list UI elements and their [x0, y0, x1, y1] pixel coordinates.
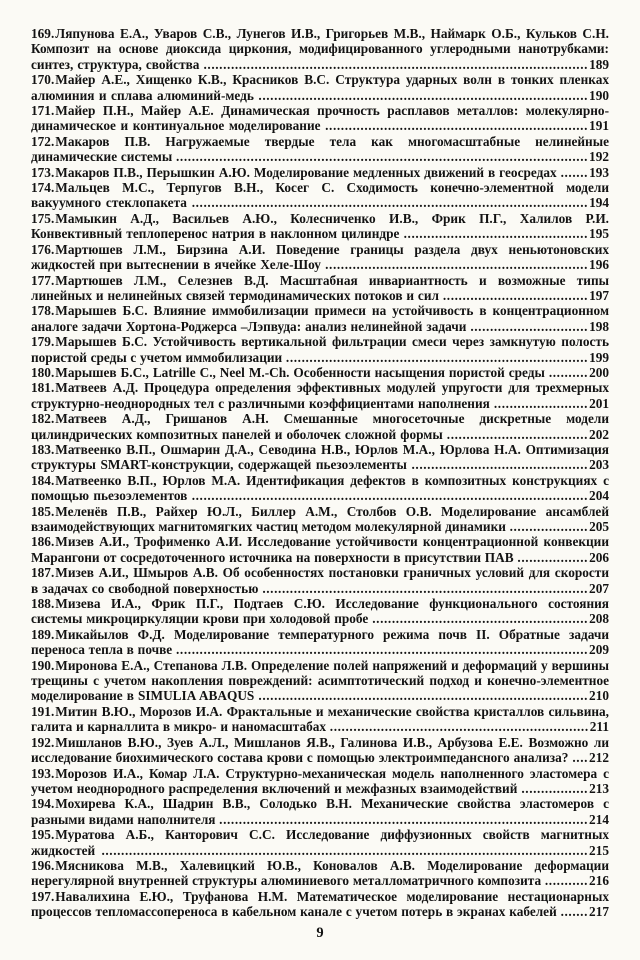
dot-leader: ..............................: [470, 318, 589, 334]
toc-entry: [31, 658, 609, 704]
entry-text: Митин В.Ю., Морозов И.А. Фрактальные и механические свойства кристаллов сильвина, галита и карналлита в микро- и наномасштабах: [31, 703, 609, 735]
entry-page-number: 189: [589, 56, 610, 72]
toc-entry: [31, 26, 609, 72]
entry-page-number: 195: [589, 226, 609, 242]
entry-text: Мальцев М.С., Терпугов В.Н., Косег С. Сходимость конечно-элементной модели вакуумного стеклопакета: [31, 180, 609, 211]
entry-page-number: 192: [589, 149, 609, 165]
entry-page-number: 216: [589, 873, 609, 889]
entry-text: Матвеев А.Д. Процедура определения эффективных модулей упругости для трехмерных структурно-неоднородных тел с различными коэффициентами наполнения: [31, 380, 609, 411]
entry-text: Матвеенко В.П., Ошмарин Д.А., Севодина Н.В., Юрлов М.А., Юрлова Н.А. Оптимизация структуры SMART-конструкции, содержащей пьезоэлементы: [31, 441, 609, 473]
entry-page-number: 214: [589, 811, 609, 827]
entry-text: Меленёв П.В., Райхер Ю.Л., Биллер А.М., Столбов О.В. Моделирование ансамблей взаимодействующих магнитомягких частиц методом молекулярной динамики: [31, 503, 609, 534]
toc-entry: [31, 858, 609, 889]
entry-page-number: 207: [589, 580, 609, 596]
entry-number: 187.: [31, 565, 55, 581]
entry-number: 189.: [31, 626, 55, 642]
entry-number: 174.: [31, 180, 55, 196]
toc-entry: [31, 473, 609, 504]
toc-entry: [31, 735, 609, 766]
entry-page-number: 196: [589, 257, 609, 273]
entry-text: Мамыкин А.Д., Васильев А.Ю., Колесниченко И.В., Фрик П.Г., Халилов Р.И. Конвективный теплоперенос натрия в наклонном цилиндре: [31, 210, 609, 242]
entry-page-number: 202: [589, 426, 609, 442]
entry-number: 180.: [31, 364, 55, 380]
toc-entry: [31, 565, 609, 596]
entry-text: Марышев Б.С., Latrille C., Neel M.-Ch. Особенности насыщения пористой среды: [55, 364, 545, 380]
toc-entry: [31, 211, 609, 242]
toc-entry: [31, 180, 609, 211]
entry-number: 190.: [31, 657, 55, 673]
entry-text: Мизева И.А., Фрик П.Г., Подтаев С.Ю. Исследование функционального состояния системы микроциркуляции крови при холодовой пробе: [31, 596, 609, 627]
toc-entry: [31, 504, 609, 535]
dot-leader: ..........: [548, 364, 589, 380]
dot-leader: ..................: [517, 549, 589, 565]
entry-page-number: 204: [589, 488, 609, 504]
dot-leader: .....................................: [442, 287, 589, 303]
dot-leader: .......................................................: [372, 611, 589, 627]
entry-text: Морозов И.А., Комар Л.А. Структурно-механическая модель наполненного эластомера с учетом неоднородного распределения включений и межфазных взаимодействий: [31, 765, 609, 796]
entry-number: 173.: [31, 164, 55, 180]
dot-leader: ....................................................................................: [258, 688, 589, 704]
entry-number: 183.: [31, 441, 55, 457]
toc-entry: [31, 103, 609, 134]
entry-text: Макаров П.В. Нагружаемые твердые тела как многомасштабные нелинейные динамические системы: [31, 133, 609, 165]
dot-leader: .........................................................................................................: [176, 149, 589, 165]
entry-page-number: 208: [589, 611, 610, 627]
entry-page-number: 210: [589, 688, 609, 704]
entry-number: 178.: [31, 303, 55, 319]
entry-page-number: 205: [589, 519, 610, 534]
dot-leader: ..............................................................................................: [219, 811, 589, 827]
entry-page-number: 201: [589, 395, 610, 411]
entry-number: 177.: [31, 272, 55, 288]
entry-number: 195.: [31, 827, 55, 843]
entry-number: 169.: [31, 26, 55, 41]
entry-text: Макаров П.В., Перышкин А.Ю. Моделирование медленных движений в геосредах: [55, 164, 557, 180]
toc-entry: [31, 72, 609, 103]
entry-text: Майер А.Е., Хищенко К.В., Красников В.С. Структура ударных волн в тонких пленках алюминия и сплава алюминий-медь: [31, 72, 609, 103]
entry-page-number: 211: [589, 719, 609, 735]
dot-leader: ...................................................................: [325, 257, 589, 273]
toc-entry: [31, 411, 609, 442]
toc-entry: [31, 889, 609, 920]
entry-text: Мишланов В.Ю., Зуев А.Л., Мишланов Я.В., Галинова И.В., Арбузова Е.Е. Возможно ли исследование биохимического состава крови с помощью электроимпедансного анализа?: [31, 734, 609, 766]
entry-number: 188.: [31, 596, 55, 612]
entry-number: 175.: [31, 210, 55, 226]
entry-number: 182.: [31, 411, 55, 427]
dot-leader: ...........: [544, 873, 589, 889]
entry-number: 193.: [31, 765, 55, 781]
dot-leader: .......: [560, 904, 589, 920]
entry-number: 179.: [31, 334, 55, 350]
entry-text: Муратова А.Б., Канторович С.С. Исследование диффузионных свойств магнитных жидкостей: [31, 827, 609, 858]
toc-entry: [31, 442, 609, 473]
entry-text: Мизев А.И., Шмыров А.В. Об особенностях постановки граничных условий для скорости в задачах со свободной поверхностью: [31, 565, 609, 596]
dot-leader: .........................................................................................................: [176, 642, 589, 658]
toc-entry: [31, 242, 609, 273]
entry-page-number: 215: [589, 842, 609, 858]
dot-leader: ....................................................................................: [258, 87, 589, 103]
dot-leader: ........................: [493, 395, 589, 411]
entry-page-number: 199: [589, 349, 610, 365]
toc-entry: [31, 380, 609, 411]
entry-number: 192.: [31, 734, 55, 750]
dot-leader: .............................................: [411, 457, 589, 473]
entry-text: Марышев Б.С. Влияние иммобилизации примеси на устойчивость в концентрационном аналоге задачи Хортона-Роджерса –Лэпвуда: анализ нелинейной задачи: [31, 303, 609, 334]
dot-leader: ....................................: [446, 426, 589, 442]
entry-page-number: 197: [589, 287, 610, 303]
toc-entry: [31, 303, 609, 334]
entry-page-number: 190: [589, 87, 609, 103]
dot-leader: ....: [572, 750, 589, 766]
entry-number: 176.: [31, 241, 55, 257]
entry-text: Мохирева К.А., Шадрин В.В., Солодько В.Н. Механические свойства эластомеров с разными видами наполнителя: [31, 796, 609, 827]
dot-leader: ..................................................................: [329, 719, 589, 735]
entry-page-number: 193: [589, 164, 610, 180]
toc-entry: [31, 596, 609, 627]
entry-number: 194.: [31, 796, 55, 812]
entry-page-number: 191: [589, 118, 609, 134]
entry-text: Ляпунова Е.А., Уваров С.В., Лунегов И.В., Григорьев М.В., Наймарк О.Б., Кульков С.Н. Композит на основе диоксида циркония, модифицированного углеродными нанотрубками: синтез, структура, свойства: [31, 26, 609, 72]
dot-leader: ...................................................................................: [262, 580, 589, 596]
dot-leader: .....................................................................................................: [191, 195, 589, 211]
entry-number: 172.: [31, 133, 55, 149]
dot-leader: .....................................................................................................: [191, 488, 589, 504]
entry-text: Матвеенко В.П., Юрлов М.А. Идентификация дефектов в композитных конструкциях с помощью пьезоэлементов: [31, 472, 609, 504]
entry-number: 191.: [31, 703, 55, 719]
dot-leader: ....................: [509, 519, 589, 534]
dot-leader: .............................................................................: [285, 349, 589, 365]
entry-text: Навалихина Е.Ю., Труфанова Н.М. Математическое моделирование нестационарных процессов тепломассопереноса в кабельном канале с учетом потерь в экранах кабелей: [31, 888, 609, 920]
entry-text: Мясникова М.В., Халевицкий Ю.В., Коновалов А.В. Моделирование деформации нерегулярной внутренней структуры алюминиевого металломатричного композита: [31, 857, 609, 889]
entry-number: 170.: [31, 72, 55, 88]
entry-number: 171.: [31, 103, 55, 119]
entry-number: 186.: [31, 534, 55, 550]
entry-page-number: 198: [589, 318, 610, 334]
toc-entry: [31, 534, 609, 565]
entry-number: 184.: [31, 472, 55, 488]
dot-leader: .......: [560, 164, 589, 180]
toc-entry: [31, 273, 609, 304]
entry-page-number: 206: [589, 549, 610, 565]
entry-text: Мартюшев Л.М., Бирзина А.И. Поведение границы раздела двух неньютоновских жидкостей при вытеснении в ячейке Хеле-Шоу: [31, 241, 609, 273]
entry-page-number: 217: [589, 904, 609, 920]
entry-page-number: 212: [589, 750, 609, 766]
entry-text: Микайылов Ф.Д. Моделирование температурного режима почв II. Обратные задачи переноса тепла в почве: [31, 626, 609, 658]
toc-entry: [31, 627, 609, 658]
page-number: 9: [316, 925, 324, 941]
entry-number: 197.: [31, 888, 55, 904]
entry-page-number: 194: [589, 195, 610, 211]
entry-text: Миронова Е.А., Степанова Л.В. Определение полей напряжений и деформаций у вершины трещины с учетом накопления повреждений: асимптотический подход и конечно-элементное моделирование в SIMULIA ABAQUS: [31, 657, 609, 704]
entry-text: Мизев А.И., Трофименко А.И. Исследование устойчивости концентрационной конвекции Марангони от сосредоточенного источника на поверхности в присутствии ПАВ: [31, 534, 609, 565]
toc-list: [31, 26, 609, 920]
entry-page-number: 209: [589, 642, 609, 658]
dot-leader: .................: [521, 780, 589, 796]
toc-entry: [31, 365, 609, 380]
toc-entry: [31, 796, 609, 827]
entry-text: Мартюшев Л.М., Селезнев В.Д. Масштабная инвариантность и возможные типы линейных и нелинейных связей термодинамических потоков и сил: [31, 272, 609, 303]
entry-number: 196.: [31, 857, 55, 873]
dot-leader: ............................................................................................................................: [101, 842, 589, 858]
dot-leader: ..................................................................................................: [203, 56, 589, 72]
toc-entry: [31, 334, 609, 365]
entry-text: Матвеев А.Д., Гришанов А.Н. Смешанные многосеточные дискретные модели цилиндрических композитных панелей и оболочек сложной формы: [31, 411, 609, 442]
toc-entry: [31, 827, 609, 858]
entry-page-number: 213: [589, 780, 610, 796]
dot-leader: ...................................................................: [325, 118, 589, 134]
toc-entry: [31, 766, 609, 797]
entry-number: 185.: [31, 503, 55, 519]
toc-entry: [31, 134, 609, 165]
dot-leader: ...............................................: [403, 226, 589, 242]
entry-text: Майер П.Н., Майер А.Е. Динамическая прочность расплавов металлов: молекулярно-динамическое и континуальное моделирование: [31, 103, 609, 134]
entry-text: Марышев Б.С. Устойчивость вертикальной фильтрации смеси через замкнутую полость пористой среды с учетом иммобилизации: [31, 334, 609, 365]
toc-entry: [31, 704, 609, 735]
entry-number: 181.: [31, 380, 55, 396]
entry-page-number: 203: [589, 457, 610, 473]
toc-entry: [31, 165, 609, 180]
entry-page-number: 200: [589, 364, 610, 380]
